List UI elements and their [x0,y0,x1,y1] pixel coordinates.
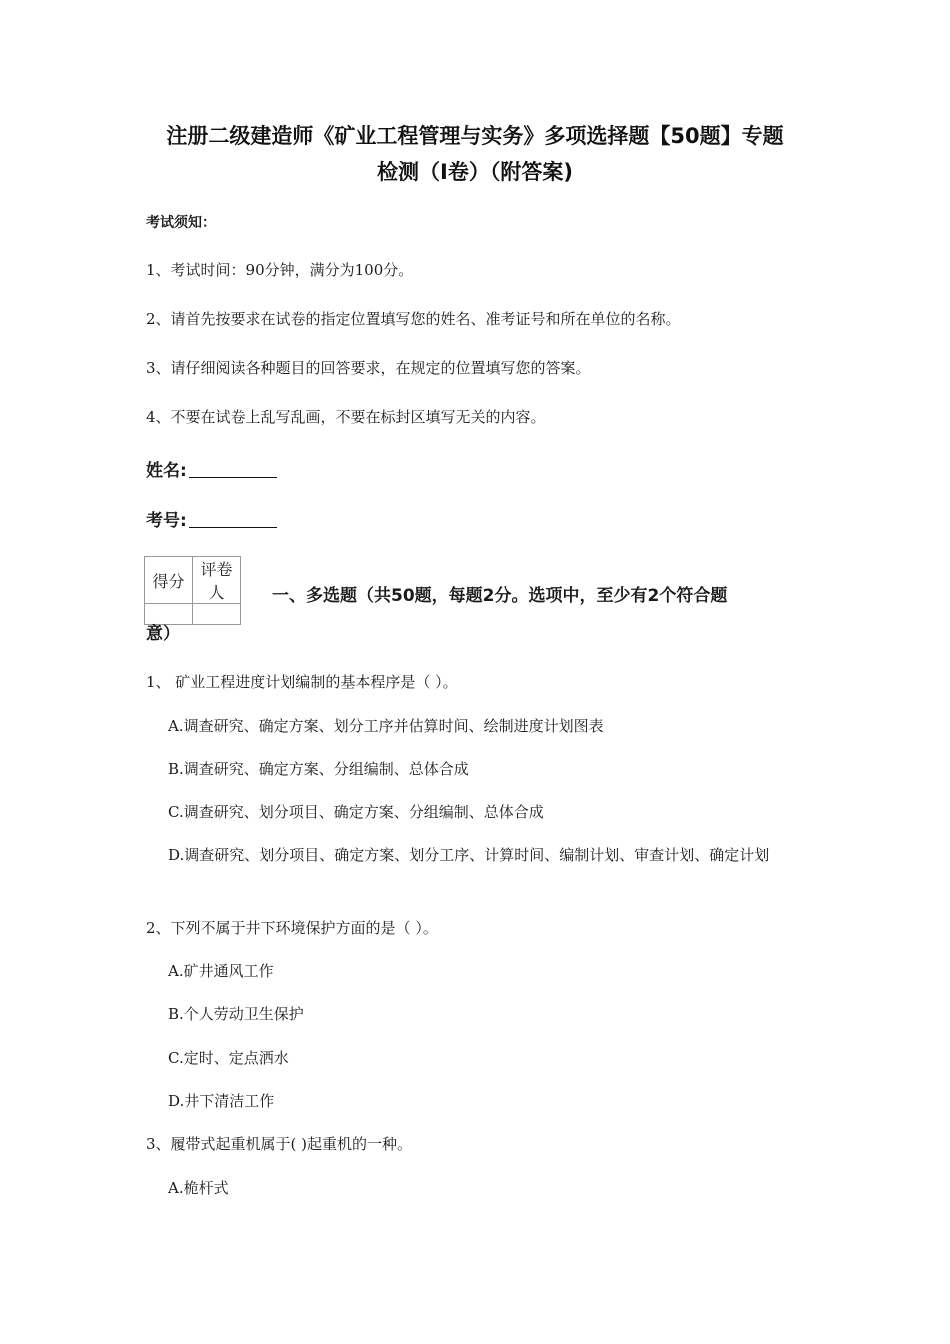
notice-item: 4、不要在试卷上乱写乱画，不要在标封区填写无关的内容。 [146,408,546,426]
notice-heading: 考试须知： [146,215,216,231]
question-stem: 1、 矿业工程进度计划编制的基本程序是（ ）。 [146,673,458,691]
option: B.个人劳动卫生保护 [168,1005,304,1023]
option: A.桅杆式 [168,1179,229,1197]
title-line-1: 注册二级建造师《矿业工程管理与实务》多项选择题【50题】专题 [166,124,784,148]
score-table [144,556,241,625]
question-stem: 2、下列不属于井下环境保护方面的是（ ）。 [146,919,438,937]
id-field[interactable] [146,506,277,531]
option: C.定时、定点洒水 [168,1049,289,1067]
notice-item: 2、请首先按要求在试卷的指定位置填写您的姓名、准考证号和所在单位的名称。 [146,310,681,328]
score-header: 得分 [145,557,193,604]
option: A.矿井通风工作 [168,962,274,980]
option: B.调查研究、确定方案、分组编制、总体合成 [168,760,469,778]
question-stem: 3、履带式起重机属于( )起重机的一种。 [146,1135,413,1153]
section-heading: 一、多选题（共50题，每题2分。选项中，至少有2个符合题 [272,586,728,606]
section-heading-cont: 意） [146,624,180,644]
document-title [120,118,830,190]
id-label: 考号: [146,511,187,531]
notice-item: 1、考试时间：90分钟，满分为100分。 [146,261,414,279]
title-line-2: 检测（I卷）（附答案) [377,160,573,184]
reviewer-header: 评卷人 [193,557,241,604]
option: A.调查研究、确定方案、划分工序并估算时间、绘制进度计划图表 [168,717,604,735]
name-label: 姓名: [146,461,187,481]
id-blank[interactable] [189,511,277,528]
name-field[interactable] [146,456,277,481]
reviewer-cell[interactable] [193,604,241,625]
option: D.井下清洁工作 [168,1092,275,1110]
option: D.调查研究、划分项目、确定方案、划分工序、计算时间、编制计划、审查计划、确定计划 [168,846,770,864]
notice-item: 3、请仔细阅读各种题目的回答要求，在规定的位置填写您的答案。 [146,359,591,377]
name-blank[interactable] [189,461,277,478]
option: C.调查研究、划分项目、确定方案、分组编制、总体合成 [168,803,544,821]
